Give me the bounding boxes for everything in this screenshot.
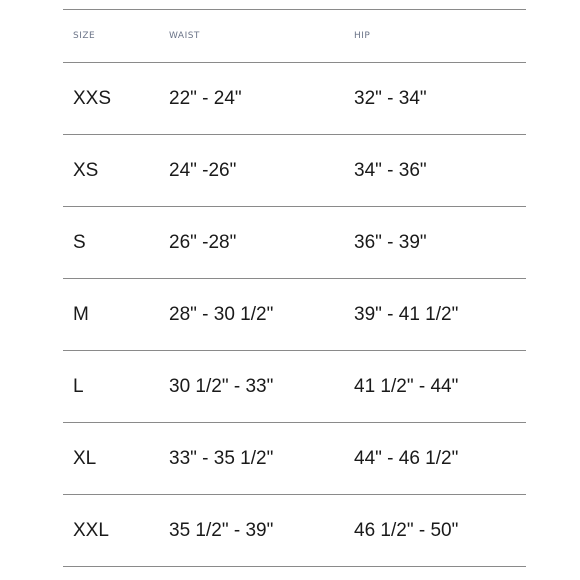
hip-cell: 34" - 36": [351, 135, 526, 207]
size-chart-table: [63, 9, 526, 567]
hip-cell: 41 1/2" - 44": [351, 351, 526, 423]
table-row: [63, 423, 526, 495]
size-cell: S: [63, 207, 166, 279]
size-chart-body: [63, 63, 526, 567]
table-row: [63, 495, 526, 567]
waist-cell: 28" - 30 1/2": [166, 279, 351, 351]
size-cell: XS: [63, 135, 166, 207]
waist-cell: 24" -26": [166, 135, 351, 207]
waist-cell: 33" - 35 1/2": [166, 423, 351, 495]
size-cell: XXL: [63, 495, 166, 567]
waist-cell: 22" - 24": [166, 63, 351, 135]
size-cell: XXS: [63, 63, 166, 135]
column-header-size: SIZE: [63, 10, 166, 63]
waist-cell: 35 1/2" - 39": [166, 495, 351, 567]
waist-cell: 26" -28": [166, 207, 351, 279]
hip-cell: 44" - 46 1/2": [351, 423, 526, 495]
column-header-waist: WAIST: [166, 10, 351, 63]
size-chart-header: [63, 10, 526, 63]
hip-cell: 39" - 41 1/2": [351, 279, 526, 351]
table-row: [63, 63, 526, 135]
table-row: [63, 351, 526, 423]
hip-cell: 36" - 39": [351, 207, 526, 279]
column-header-hip: HIP: [351, 10, 526, 63]
size-cell: XL: [63, 423, 166, 495]
size-cell: L: [63, 351, 166, 423]
table-row: [63, 279, 526, 351]
size-cell: M: [63, 279, 166, 351]
hip-cell: 32" - 34": [351, 63, 526, 135]
table-row: [63, 135, 526, 207]
table-row: [63, 207, 526, 279]
waist-cell: 30 1/2" - 33": [166, 351, 351, 423]
header-row: [63, 10, 526, 63]
hip-cell: 46 1/2" - 50": [351, 495, 526, 567]
